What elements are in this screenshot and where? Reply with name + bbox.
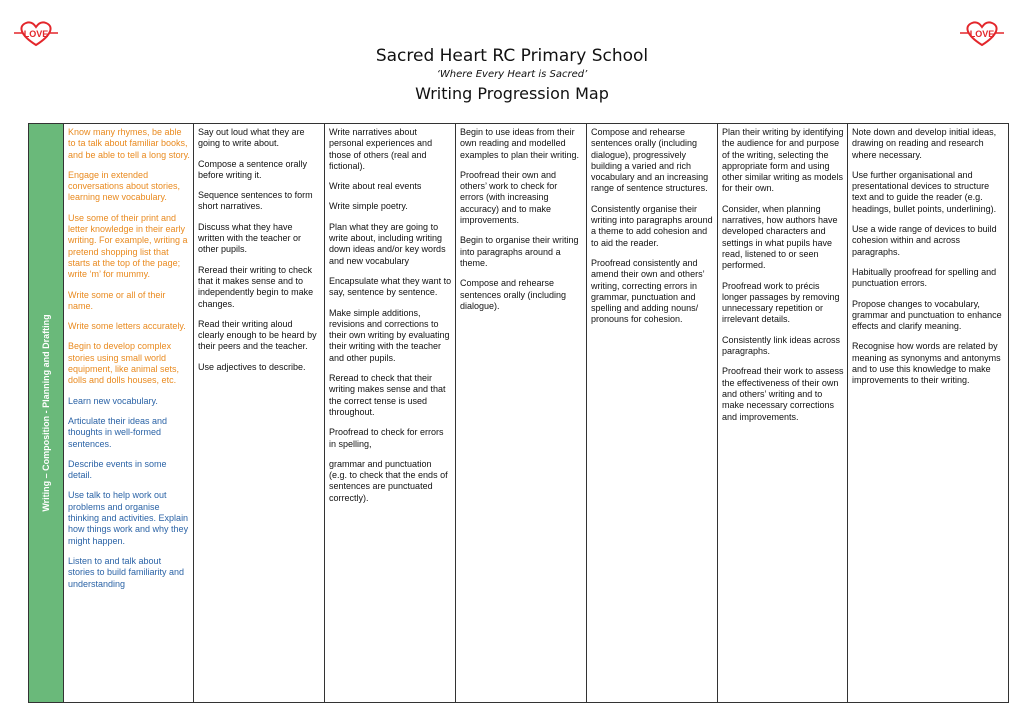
objective-text: Write some or all of their name. xyxy=(68,289,166,311)
objective-text: Use some of their print and letter knowledge in their early writing. For example, writing a pretend shopping list that starts at the top of the page; write ‘m’ for mummy. xyxy=(68,212,188,280)
objective-text: Make simple additions, revisions and corrections to their own writing by evaluating their writing with the teacher and other pupils. xyxy=(329,307,450,363)
objective-text: Compose a sentence orally before writing it. xyxy=(198,158,308,180)
objective-text: Use a wide range of devices to build cohesion within and across paragraphs. xyxy=(852,224,997,257)
objective-text: Learn new vocabulary. xyxy=(68,395,158,406)
objective-text: Describe events in some detail. xyxy=(68,458,167,481)
school-name: Sacred Heart RC Primary School xyxy=(375,46,649,66)
objective-text: Discuss what they have written with the teacher or other pupils. xyxy=(198,221,302,255)
objective-text: Consistently organise their writing into paragraphs around a theme to add cohesion and to aid the reader. xyxy=(591,203,713,248)
page-header xyxy=(0,44,1024,106)
logo-text: LOVE xyxy=(969,29,995,39)
objective-text: Plan their writing by identifying the audience for and purpose of the writing, selecting the appropriate form and using other similar writing as models for their own. xyxy=(722,127,844,194)
column-year-3 xyxy=(456,124,587,702)
side-label: Writing – Composition - Planning and Drafting xyxy=(41,314,51,512)
column-early-years xyxy=(64,124,194,702)
objective-text: Propose changes to vocabulary, grammar and punctuation to enhance effects and clarify meaning. xyxy=(852,298,1002,332)
objective-text: Recognise how words are related by meaning as synonyms and antonyms and to use this knowledge to make improvements to their writing. xyxy=(852,341,1001,386)
column-year-1 xyxy=(194,124,325,702)
objective-text: Consider, when planning narratives, how authors have developed characters and settings in what pupils have read, listened to or seen performed. xyxy=(722,203,838,271)
school-motto: ‘Where Every Heart is Sacred’ xyxy=(436,69,588,80)
objective-text: Begin to use ideas from their own reading and modelled examples to plan their writing. xyxy=(460,127,580,160)
column-year-5 xyxy=(718,124,848,702)
objective-text: Say out loud what they are going to write about. xyxy=(198,127,305,149)
objective-text: Consistently link ideas across paragraphs. xyxy=(722,334,841,357)
objective-text: Proofread their own and others’ work to check for errors (with increasing accuracy) and to make improvements. xyxy=(460,169,558,226)
objective-text: Write about real events xyxy=(329,181,422,192)
objective-text: Reread to check that their writing makes sense and that the correct tense is used throughout. xyxy=(329,373,446,417)
column-year-6 xyxy=(848,124,1008,702)
objective-text: Sequence sentences to form short narratives. xyxy=(198,190,313,212)
objective-text: Use adjectives to describe. xyxy=(198,361,306,372)
objective-text: Use talk to help work out problems and organise thinking and activities. Explain how things work and why they might happen. xyxy=(68,490,189,546)
objective-text: Proofread consistently and amend their own and others’ writing, correcting errors in grammar, punctuation and spelling and adding nouns/ pronouns for cohesion. xyxy=(591,257,705,325)
column-year-4 xyxy=(587,124,718,702)
objective-text: Habitually proofread for spelling and punctuation errors. xyxy=(852,266,997,289)
objective-text: Compose and rehearse sentences orally (including dialogue), progressively building a varied and rich vocabulary and an increasing range of sentence structures. xyxy=(591,127,709,194)
progression-table xyxy=(28,123,1009,703)
objective-text: Know many rhymes, be able to ta talk about familiar books, and be able to tell a long story. xyxy=(68,127,190,160)
objective-text: Proofread their work to assess the effectiveness of their own and others’ writing and to make necessary corrections and improvements. xyxy=(722,366,844,422)
logo-text: LOVE xyxy=(23,29,49,39)
side-band xyxy=(29,124,64,702)
objective-text: Begin to organise their writing into paragraphs around a theme. xyxy=(460,235,579,268)
objective-text: Listen to and talk about stories to build familiarity and understanding xyxy=(68,555,185,589)
objective-text: Encapsulate what they want to say, sentence by sentence. xyxy=(329,275,452,298)
objective-text: Read their writing aloud clearly enough to be heard by their peers and the teacher. xyxy=(198,318,317,352)
objective-text: Reread their writing to check that it makes sense and to independently begin to make changes. xyxy=(198,264,314,309)
objective-text: Use further organisational and presentational devices to structure text and to guide the reader (e.g. headings, bullet points, underlining). xyxy=(852,169,997,214)
objective-text: Begin to develop complex stories using small world equipment, like animal sets, dolls and dolls houses, etc. xyxy=(68,341,180,386)
page-title: Writing Progression Map xyxy=(415,84,609,103)
objective-text: Note down and develop initial ideas, drawing on reading and research where necessary. xyxy=(852,127,997,160)
objective-text: Articulate their ideas and thoughts in well-formed sentences. xyxy=(68,415,168,449)
column-year-2 xyxy=(325,124,456,702)
objective-text: Compose and rehearse sentences orally (including dialogue). xyxy=(460,278,567,311)
objective-text: Proofread work to précis longer passages by removing unnecessary repetition or irrelevant details. xyxy=(722,280,840,325)
objective-text: grammar and punctuation (e.g. to check that the ends of sentences are punctuated correctly). xyxy=(329,458,448,503)
objective-text: Engage in extended conversations about stories, learning new vocabulary. xyxy=(68,169,181,203)
objective-text: Proofread to check for errors in spelling, xyxy=(329,427,444,449)
objective-text: Write simple poetry. xyxy=(329,201,408,212)
objective-text: Plan what they are going to write about, including writing down ideas and/or key words and new vocabulary xyxy=(329,221,446,266)
objective-text: Write some letters accurately. xyxy=(68,321,186,332)
objective-text: Write narratives about personal experiences and those of others (real and fictional). xyxy=(329,127,433,171)
